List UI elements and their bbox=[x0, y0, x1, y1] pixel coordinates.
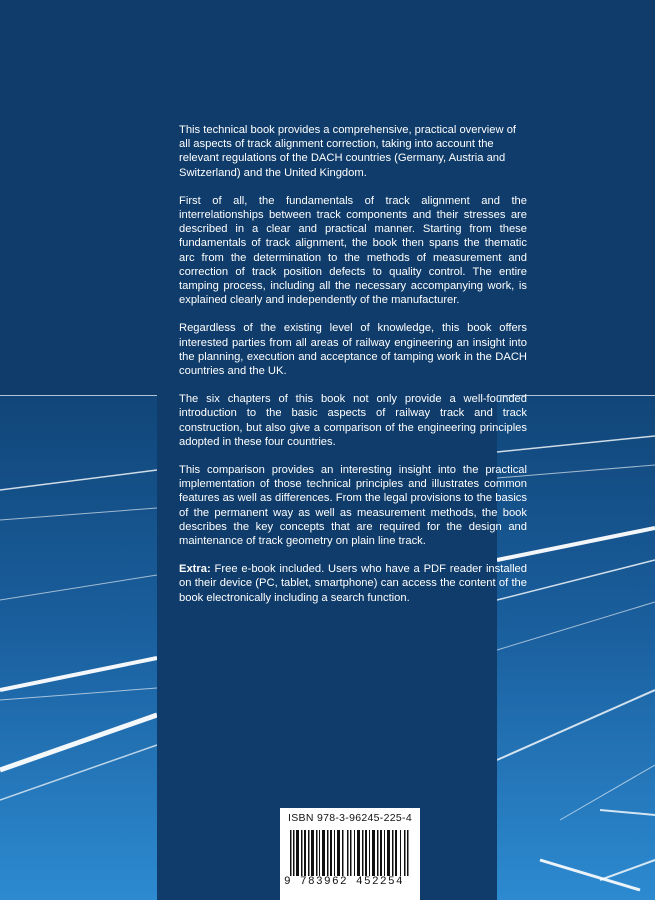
book-description bbox=[179, 123, 527, 619]
description-paragraph-2: First of all, the fundamentals of track alignment and the interrelationships between track components and their stresses are described in a clear and practical manner. Starting from these fundamentals of track alignment, the book then spans the thematic arc from the determination to the methods of measurement and correction of track position defects to quality control. The entire tamping process, including all the necessary accompanying work, is explained clearly and independently of the manufacturer. bbox=[179, 194, 527, 307]
extra-label: Extra: bbox=[179, 563, 211, 576]
description-paragraph-4: The six chapters of this book not only provide a well-founded introduction to the basic aspects of railway track and track construction, but also give a comparison of the engineering principles adopted in these four countries. bbox=[179, 393, 527, 448]
description-paragraph-3: Regardless of the existing level of knowledge, this book offers interested parties from all areas of railway engineering an insight into the planning, execution and acceptance of tamping work in the DACH countries and the UK. bbox=[179, 322, 527, 378]
description-paragraph-extra bbox=[179, 562, 527, 605]
description-paragraph-1: This technical book provides a comprehensive, practical overview of all aspects of track alignment correction, taking into account the relevant regulations of the DACH countries (Germany, Austria and Switzerland) and the United Kingdom. bbox=[179, 124, 517, 179]
barcode-digits: 9 783962 452254 bbox=[284, 876, 416, 888]
extra-text: Free e-book included. Users who have a PDF reader installed on their device (PC, tablet, smartphone) can access the content of the book electronically including a search function. bbox=[179, 563, 527, 604]
description-paragraph-5: This comparison provides an interesting insight into the practical implementation of those technical principles and illustrates common features as well as differences. From the legal provisions to the basics of the permanent way as well as measurement methods, the book describes the key concepts that are required for the design and maintenance of track geometry on plain line track. bbox=[179, 464, 527, 548]
isbn-label: ISBN 978-3-96245-225-4 bbox=[288, 812, 412, 824]
isbn-barcode bbox=[280, 808, 420, 900]
